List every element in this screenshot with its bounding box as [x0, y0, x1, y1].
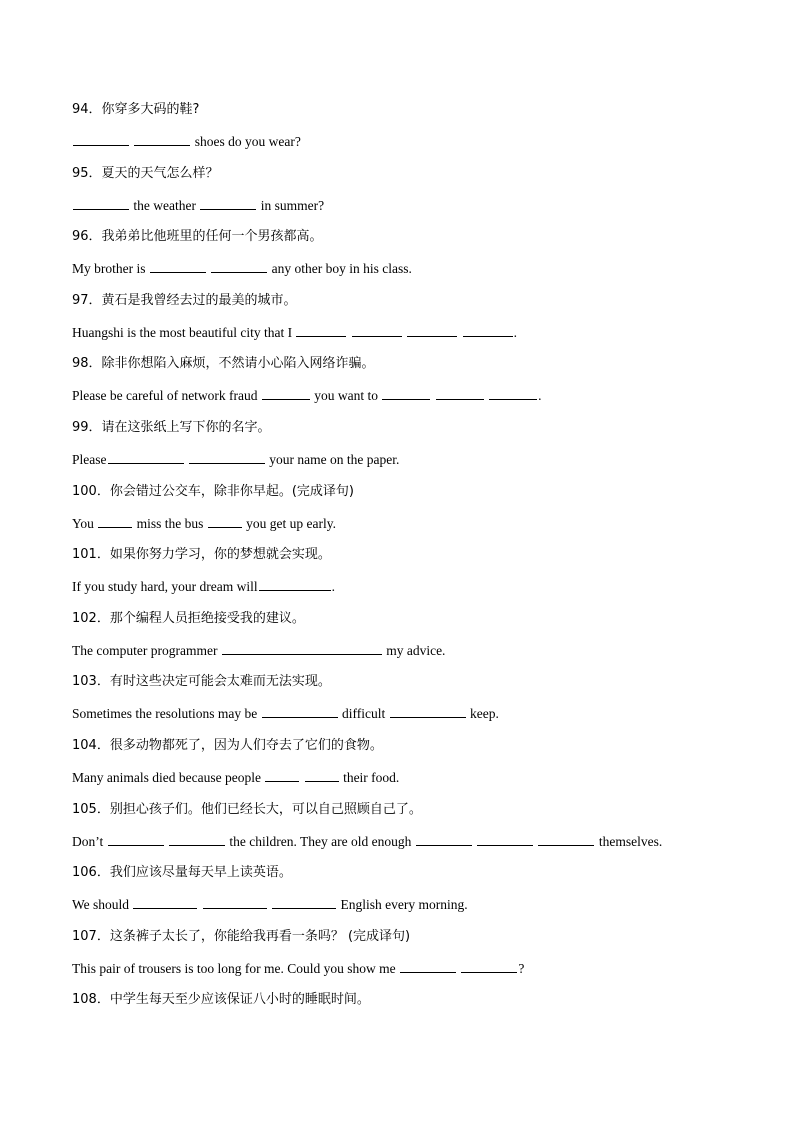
sentence-text: We should — [72, 897, 133, 912]
answer-blank[interactable] — [211, 260, 267, 273]
sentence-text: themselves. — [595, 834, 663, 849]
answer-blank[interactable] — [463, 324, 513, 337]
answer-blank[interactable] — [208, 515, 242, 528]
sentence-text: my advice. — [382, 643, 446, 658]
answer-blank[interactable] — [305, 769, 339, 782]
answer-blank[interactable] — [133, 896, 197, 909]
question-99-chinese: 99．请在这张纸上写下你的名字。 — [72, 420, 271, 435]
sentence-text: your name on the paper. — [265, 452, 400, 467]
answer-blank[interactable] — [108, 833, 164, 846]
sentence-text: Huangshi is the most beautiful city that I — [72, 325, 296, 340]
sentence-text: . — [538, 388, 542, 403]
question-103-chinese: 103．有时这些决定可能会太难而无法实现。 — [72, 674, 331, 689]
answer-blank[interactable] — [73, 197, 129, 210]
question-103-english — [72, 705, 499, 723]
sentence-text: shoes do you wear? — [191, 134, 301, 149]
question-101-chinese: 101．如果你努力学习，你的梦想就会实现。 — [72, 547, 331, 562]
sentence-text: you get up early. — [242, 516, 337, 531]
question-105-english — [72, 833, 662, 851]
sentence-text — [485, 388, 488, 403]
sentence-text: Please — [72, 452, 107, 467]
answer-blank[interactable] — [382, 387, 430, 400]
sentence-text: . — [513, 325, 517, 340]
question-99-english — [72, 451, 399, 469]
sentence-text: the weather — [130, 198, 200, 213]
question-95-chinese: 95．夏天的天气怎么样？ — [72, 166, 219, 181]
sentence-text: ? — [518, 961, 525, 976]
answer-blank[interactable] — [98, 515, 132, 528]
sentence-text — [473, 834, 476, 849]
answer-blank[interactable] — [400, 960, 456, 973]
sentence-text — [207, 261, 210, 276]
answer-blank[interactable] — [262, 387, 310, 400]
answer-blank[interactable] — [150, 260, 206, 273]
question-107-english — [72, 960, 524, 978]
sentence-text: The computer programmer — [72, 643, 221, 658]
sentence-text: any other boy in his class. — [268, 261, 412, 276]
question-107-chinese: 107．这条裤子太长了，你能给我再看一条吗？ (完成译句) — [72, 929, 411, 944]
question-95-english — [72, 197, 324, 215]
sentence-text: If you study hard, your dream will — [72, 579, 258, 594]
question-98-chinese: 98．除非你想陷入麻烦，不然请小心陷入网络诈骗。 — [72, 356, 375, 371]
answer-blank[interactable] — [203, 896, 267, 909]
question-97-chinese: 97．黄石是我曾经去过的最美的城市。 — [72, 293, 297, 308]
answer-blank[interactable] — [108, 451, 184, 464]
sentence-text — [165, 834, 168, 849]
sentence-text: Please be careful of network fraud — [72, 388, 261, 403]
question-108-chinese: 108．中学生每天至少应该保证八小时的睡眠时间。 — [72, 992, 370, 1007]
sentence-text: Many animals died because people — [72, 770, 265, 785]
question-98-english — [72, 387, 542, 405]
sentence-text — [347, 325, 350, 340]
sentence-text — [300, 770, 303, 785]
sentence-text: keep. — [466, 706, 499, 721]
answer-blank[interactable] — [461, 960, 517, 973]
sentence-text — [534, 834, 537, 849]
sentence-text: This pair of trousers is too long for me. Could you show me — [72, 961, 399, 976]
answer-blank[interactable] — [262, 705, 338, 718]
sentence-text: their food. — [339, 770, 400, 785]
sentence-text: in summer? — [257, 198, 325, 213]
sentence-text — [130, 134, 133, 149]
question-94-english — [72, 133, 301, 151]
answer-blank[interactable] — [169, 833, 225, 846]
question-94-chinese: 94．你穿多大码的鞋? — [72, 102, 200, 117]
question-106-english — [72, 896, 468, 914]
sentence-text: difficult — [338, 706, 389, 721]
sentence-text: you want to — [310, 388, 382, 403]
question-96-english — [72, 260, 412, 278]
answer-blank[interactable] — [538, 833, 594, 846]
answer-blank[interactable] — [416, 833, 472, 846]
sentence-text — [458, 325, 461, 340]
question-104-chinese: 104．很多动物都死了，因为人们夺去了它们的食物。 — [72, 738, 383, 753]
answer-blank[interactable] — [265, 769, 299, 782]
answer-blank[interactable] — [436, 387, 484, 400]
sentence-text — [431, 388, 434, 403]
question-105-chinese: 105．别担心孩子们。他们已经长大，可以自己照顾自己了。 — [72, 802, 422, 817]
question-102-english — [72, 642, 445, 660]
question-101-english — [72, 578, 335, 596]
answer-blank[interactable] — [477, 833, 533, 846]
question-97-english — [72, 324, 517, 342]
sentence-text — [198, 897, 201, 912]
answer-blank[interactable] — [222, 642, 382, 655]
answer-blank[interactable] — [200, 197, 256, 210]
question-102-chinese: 102．那个编程人员拒绝接受我的建议。 — [72, 611, 305, 626]
sentence-text: miss the bus — [133, 516, 207, 531]
question-100-english — [72, 515, 336, 533]
answer-blank[interactable] — [390, 705, 466, 718]
sentence-text: . — [331, 579, 335, 594]
answer-blank[interactable] — [489, 387, 537, 400]
sentence-text: English every morning. — [337, 897, 468, 912]
question-100-chinese: 100．你会错过公交车，除非你早起。(完成译句) — [72, 484, 354, 499]
sentence-text — [185, 452, 188, 467]
sentence-text — [403, 325, 406, 340]
sentence-text — [457, 961, 460, 976]
sentence-text — [268, 897, 271, 912]
answer-blank[interactable] — [296, 324, 346, 337]
answer-blank[interactable] — [73, 133, 129, 146]
sentence-text: the children. They are old enough — [226, 834, 415, 849]
answer-blank[interactable] — [134, 133, 190, 146]
sentence-text: Sometimes the resolutions may be — [72, 706, 261, 721]
answer-blank[interactable] — [407, 324, 457, 337]
answer-blank[interactable] — [259, 578, 331, 591]
sentence-text: Don’t — [72, 834, 107, 849]
question-106-chinese: 106．我们应该尽量每天早上读英语。 — [72, 865, 292, 880]
answer-blank[interactable] — [272, 896, 336, 909]
question-96-chinese: 96．我弟弟比他班里的任何一个男孩都高。 — [72, 229, 323, 244]
sentence-text: You — [72, 516, 98, 531]
answer-blank[interactable] — [189, 451, 265, 464]
question-104-english — [72, 769, 399, 787]
sentence-text: My brother is — [72, 261, 149, 276]
answer-blank[interactable] — [352, 324, 402, 337]
